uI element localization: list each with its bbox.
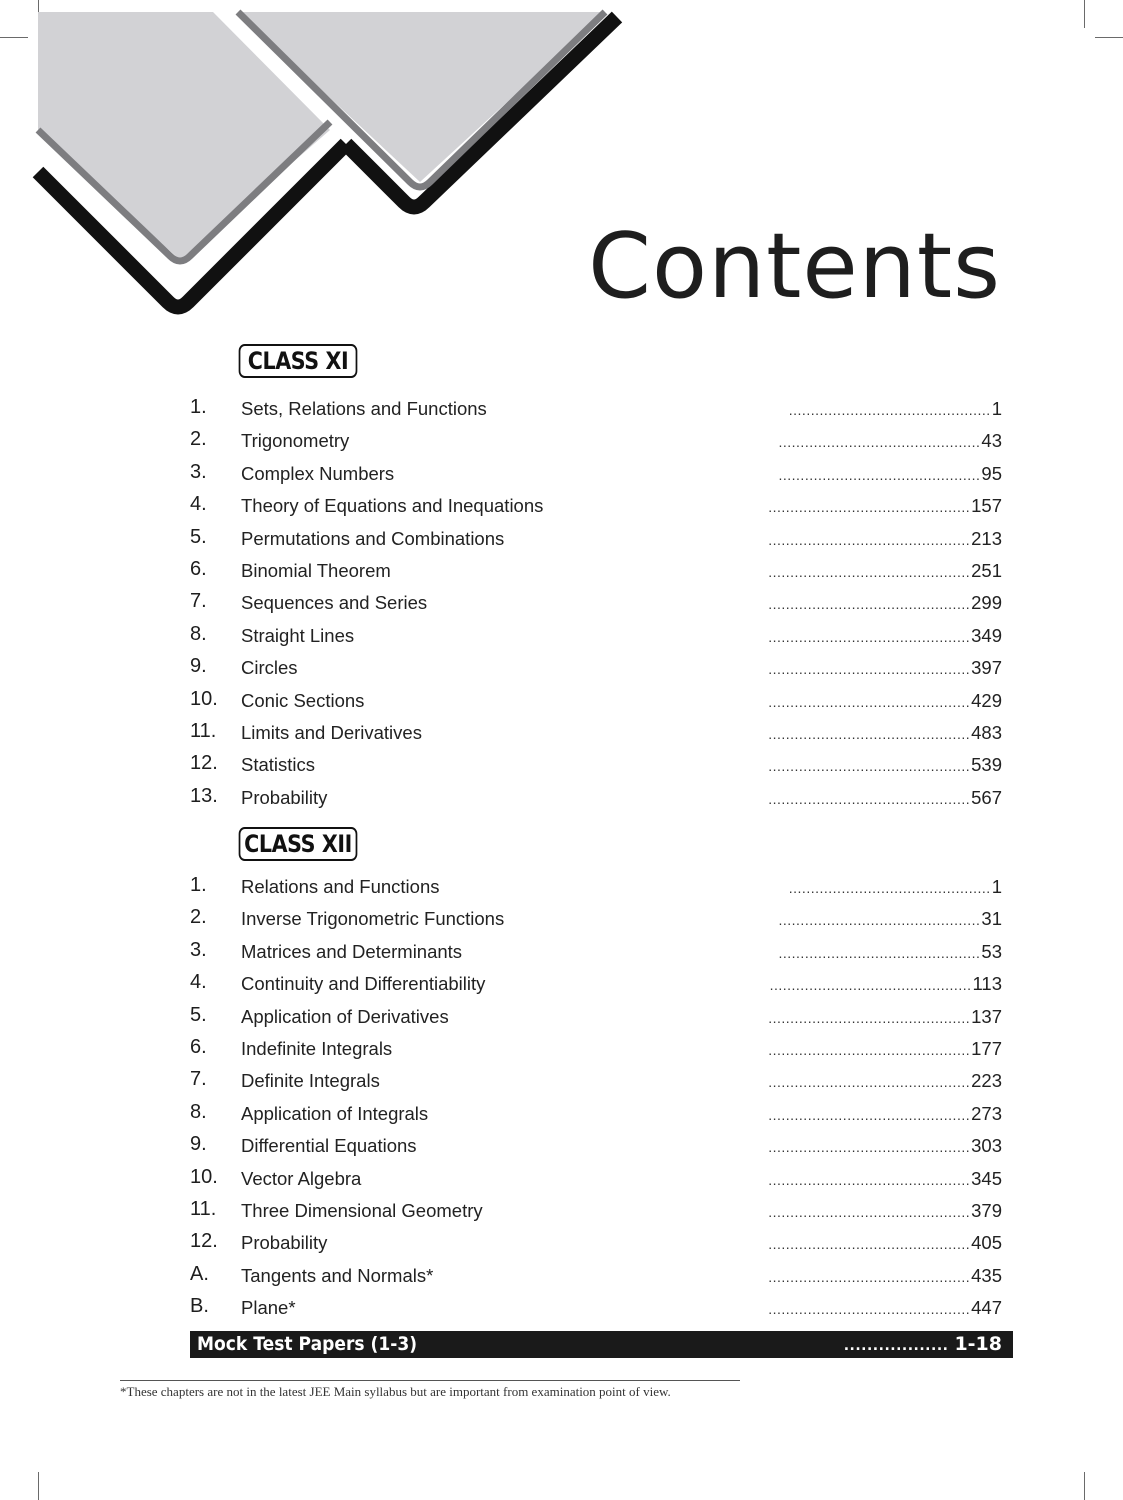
leader-dots: .................. <box>843 1338 949 1354</box>
toc-row <box>190 491 1002 523</box>
crop-mark-bottom-right-v <box>1084 1472 1085 1500</box>
crop-mark-top-right-v <box>1084 0 1085 28</box>
page-number: 137 <box>971 1005 1002 1027</box>
chapter-number: 1. <box>190 396 207 418</box>
page-number: 251 <box>971 559 1002 581</box>
chapter-title: Statistics <box>241 754 316 776</box>
chapter-page <box>788 398 1002 420</box>
chapter-title: Relations and Functions <box>241 876 440 897</box>
leader-dots: .............................................. <box>778 466 981 483</box>
chapter-page <box>768 559 1002 582</box>
toc-row <box>190 1293 1002 1325</box>
toc-row <box>190 1196 1002 1228</box>
leader-dots: .............................................. <box>778 912 981 929</box>
leader-dots: .............................................. <box>768 1041 971 1058</box>
page-title: Contents <box>588 214 1001 319</box>
footnote: *These chapters are not in the latest JEE Main syllabus but are important from examination point of view. <box>120 1384 671 1399</box>
toc-row <box>190 718 1002 750</box>
chapter-page <box>768 1199 1002 1222</box>
chapter-page <box>768 689 1002 712</box>
leader-dots: .............................................. <box>768 1139 971 1156</box>
toc-row <box>190 588 1002 620</box>
leader-dots: .............................................. <box>768 563 971 580</box>
class-xii-chapter-list <box>190 872 1002 1325</box>
leader-dots: .............................................. <box>768 596 971 613</box>
chapter-number: 4. <box>190 971 207 994</box>
chapter-number: 9. <box>190 655 207 678</box>
chapter-title: Differential Equations <box>241 1135 417 1157</box>
crop-mark-top-right <box>1095 37 1123 38</box>
chapter-number: 5. <box>190 525 207 548</box>
decorative-chevron-graphic <box>0 0 640 330</box>
mock-test-bar <box>190 1331 1013 1358</box>
leader-dots: .............................................. <box>768 1171 971 1188</box>
chapter-number: 8. <box>190 622 207 645</box>
chapter-number: 6. <box>190 557 207 580</box>
toc-row <box>190 1034 1002 1066</box>
chapter-number: 9. <box>190 1133 207 1156</box>
chapter-number: 10. <box>190 687 218 710</box>
toc-row <box>190 1002 1002 1034</box>
page-number: 177 <box>971 1037 1002 1059</box>
leader-dots: .............................................. <box>768 661 971 678</box>
page-number: 483 <box>971 721 1002 743</box>
chapter-title: Tangents and Normals* <box>241 1264 434 1286</box>
chapter-title: Probability <box>241 786 328 808</box>
leader-dots: .............................................. <box>768 1301 971 1318</box>
chapter-title: Continuity and Differentiability <box>241 973 486 995</box>
chapter-page <box>768 786 1002 809</box>
chapter-title: Straight Lines <box>241 624 355 646</box>
toc-row <box>190 904 1002 936</box>
page-number: 213 <box>971 527 1002 549</box>
leader-dots: .............................................. <box>778 944 981 961</box>
mock-test-page-range: 1-18 <box>954 1333 1002 1355</box>
chapter-number: B. <box>190 1295 209 1318</box>
mock-test-label: Mock Test Papers (1-3) <box>197 1333 418 1355</box>
chapter-title: Sequences and Series <box>241 592 428 614</box>
toc-row <box>190 1099 1002 1131</box>
class-xi-chapter-list <box>190 394 1002 815</box>
class-xii-heading: CLASS XII <box>239 827 358 861</box>
chapter-number: 8. <box>190 1100 207 1123</box>
chapter-page <box>769 973 1002 995</box>
page-number: 303 <box>971 1135 1002 1157</box>
page-number: 157 <box>971 495 1002 517</box>
leader-dots: .............................................. <box>769 977 972 994</box>
chapter-page <box>768 1037 1002 1060</box>
chapter-title: Three Dimensional Geometry <box>241 1199 483 1221</box>
leader-dots: .............................................. <box>768 725 971 742</box>
chapter-title: Theory of Equations and Inequations <box>241 495 544 517</box>
page-number: 447 <box>971 1297 1002 1319</box>
chapter-page <box>768 1297 1002 1319</box>
page-number: 379 <box>971 1199 1002 1221</box>
page-number: 113 <box>972 973 1002 995</box>
leader-dots: .............................................. <box>768 531 971 548</box>
chapter-number: 7. <box>190 590 207 613</box>
page-number: 1 <box>991 876 1002 897</box>
chapter-number: 11. <box>190 719 217 742</box>
leader-dots: .............................................. <box>768 1009 971 1026</box>
chapter-title: Sets, Relations and Functions <box>241 398 487 419</box>
class-xi-heading: CLASS XI <box>239 344 358 378</box>
chapter-number: 13. <box>190 784 218 807</box>
chapter-page <box>768 1232 1002 1254</box>
chapter-page <box>768 754 1002 776</box>
chapter-title: Application of Integrals <box>241 1102 429 1124</box>
chapter-number: 6. <box>190 1035 207 1058</box>
chapter-number: 1. <box>190 874 207 896</box>
toc-row <box>190 1164 1002 1196</box>
chapter-page <box>768 527 1002 550</box>
toc-row <box>190 1228 1002 1260</box>
chapter-number: 3. <box>190 460 207 483</box>
chapter-title: Vector Algebra <box>241 1167 362 1189</box>
page-number: 95 <box>981 462 1002 484</box>
chapter-title: Matrices and Determinants <box>241 940 463 962</box>
chapter-page <box>768 657 1002 679</box>
page-number: 53 <box>981 940 1002 962</box>
chapter-title: Permutations and Combinations <box>241 527 505 549</box>
page-number: 539 <box>971 754 1002 776</box>
page-number: 223 <box>971 1070 1002 1092</box>
chapter-page <box>778 940 1002 963</box>
leader-dots: .............................................. <box>768 758 971 775</box>
page-number: 31 <box>981 908 1002 930</box>
page-number: 273 <box>971 1102 1002 1124</box>
chapter-title: Trigonometry <box>241 430 350 452</box>
leader-dots: .............................................. <box>768 1106 971 1123</box>
chapter-page <box>768 592 1002 614</box>
chapter-page <box>768 624 1002 647</box>
chapter-title: Conic Sections <box>241 689 365 711</box>
toc-row <box>190 686 1002 718</box>
chapter-title: Circles <box>241 657 298 679</box>
chapter-page <box>778 462 1002 485</box>
page-number: 397 <box>971 657 1002 679</box>
chapter-page <box>768 721 1002 744</box>
page-number: 43 <box>981 430 1002 452</box>
leader-dots: .............................................. <box>768 1236 971 1253</box>
toc-row <box>190 1261 1002 1293</box>
crop-mark-bottom-left-v <box>38 1472 39 1500</box>
chapter-title: Probability <box>241 1232 328 1254</box>
chapter-title: Complex Numbers <box>241 462 395 484</box>
toc-row <box>190 750 1002 782</box>
chapter-title: Definite Integrals <box>241 1070 380 1092</box>
chapter-page <box>768 495 1002 517</box>
chapter-number: 7. <box>190 1068 207 1091</box>
chapter-title: Inverse Trigonometric Functions <box>241 908 505 930</box>
footnote-rule <box>120 1380 740 1381</box>
toc-row <box>190 426 1002 458</box>
chapter-page <box>778 430 1002 452</box>
chapter-number: 12. <box>190 1230 218 1253</box>
chapter-page <box>768 1167 1002 1190</box>
toc-row <box>190 653 1002 685</box>
toc-row <box>190 556 1002 588</box>
chapter-number: 4. <box>190 493 207 516</box>
toc-row <box>190 459 1002 491</box>
toc-row <box>190 969 1002 1001</box>
chapter-number: 2. <box>190 906 207 929</box>
chapter-title: Indefinite Integrals <box>241 1037 393 1059</box>
chapter-number: 12. <box>190 752 218 775</box>
chapter-title: Binomial Theorem <box>241 559 391 581</box>
leader-dots: .............................................. <box>768 628 971 645</box>
page-number: 567 <box>971 786 1002 808</box>
chapter-number: 11. <box>190 1197 217 1220</box>
toc-row <box>190 394 1002 426</box>
page-number: 1 <box>991 398 1002 419</box>
leader-dots: .............................................. <box>788 880 991 896</box>
page-number: 429 <box>971 689 1002 711</box>
page-number: 405 <box>971 1232 1002 1254</box>
page-number: 345 <box>971 1167 1002 1189</box>
chapter-number: 3. <box>190 938 207 961</box>
toc-row <box>190 524 1002 556</box>
toc-row <box>190 1066 1002 1098</box>
page-number: 435 <box>971 1264 1002 1286</box>
leader-dots: .............................................. <box>788 402 991 418</box>
chapter-number: 5. <box>190 1003 207 1026</box>
toc-row <box>190 783 1002 815</box>
chapter-title: Plane* <box>241 1297 296 1319</box>
chapter-page <box>768 1070 1002 1092</box>
chapter-page <box>768 1135 1002 1157</box>
chapter-page <box>788 876 1002 898</box>
chapter-page <box>768 1264 1002 1287</box>
toc-row <box>190 621 1002 653</box>
chapter-number: A. <box>190 1262 209 1285</box>
chapter-page <box>768 1005 1002 1028</box>
leader-dots: .............................................. <box>768 1268 971 1285</box>
page-number: 299 <box>971 592 1002 614</box>
chapter-number: 2. <box>190 428 207 451</box>
chapter-page <box>778 908 1002 930</box>
toc-row <box>190 872 1002 904</box>
leader-dots: .............................................. <box>768 790 971 807</box>
leader-dots: .............................................. <box>768 693 971 710</box>
toc-row <box>190 1131 1002 1163</box>
chapter-title: Limits and Derivatives <box>241 721 422 743</box>
leader-dots: .............................................. <box>778 434 981 451</box>
mock-test-pages <box>844 1333 1002 1355</box>
leader-dots: .............................................. <box>768 1203 971 1220</box>
leader-dots: .............................................. <box>768 1074 971 1091</box>
page-number: 349 <box>971 624 1002 646</box>
toc-row <box>190 937 1002 969</box>
chapter-title: Application of Derivatives <box>241 1005 449 1027</box>
leader-dots: .............................................. <box>768 499 971 516</box>
chapter-page <box>768 1102 1002 1125</box>
chapter-number: 10. <box>190 1165 218 1188</box>
